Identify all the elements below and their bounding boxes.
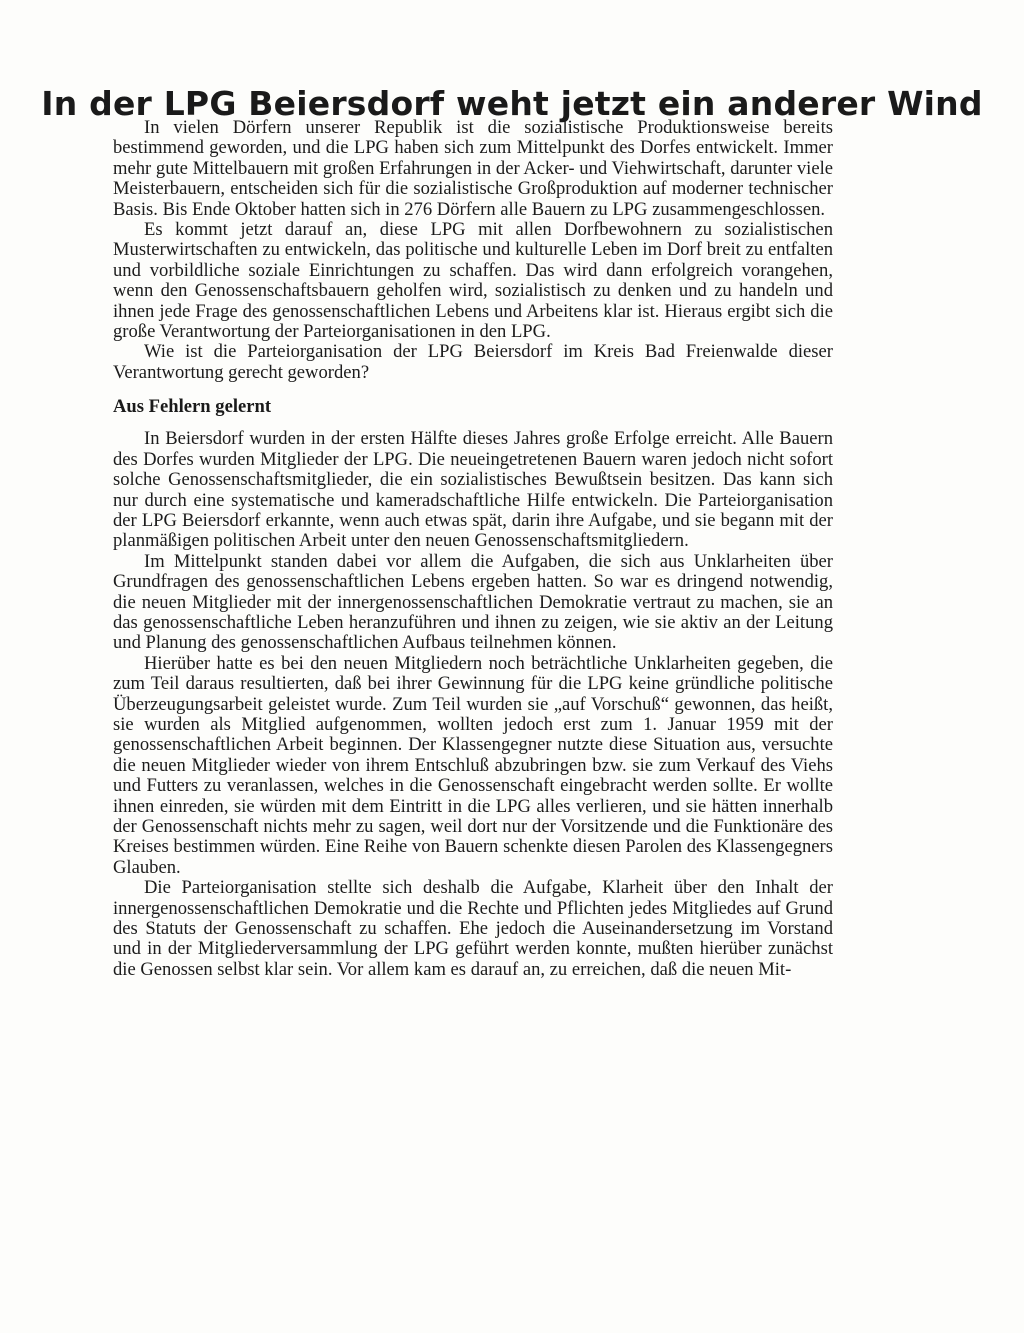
paragraph: Wie ist die Parteiorganisation der LPG Beiersdorf im Kreis Bad Freienwalde dieser Verantwortung gerecht geworden? bbox=[113, 341, 833, 383]
paragraph: In vielen Dörfern unserer Republik ist die sozialistische Produktionsweise bereits bestimmend geworden, und die LPG haben sich zum Mittelpunkt des Dorfes entwickelt. Immer mehr gute Mittelbauern mit großen Erfahrungen in der Acker- und Viehwirtschaft, darunter viele Meisterbauern, entscheiden sich für die sozialistische Großproduktion auf moderner technischer Basis. Bis Ende Oktober hatten sich in 276 Dörfern alle Bauern zu LPG zusammengeschlossen. bbox=[113, 117, 833, 220]
article-title: In der LPG Beiersdorf weht jetzt ein anderer Wind bbox=[41, 84, 983, 124]
paragraph: Hierüber hatte es bei den neuen Mitgliedern noch beträchtliche Unklarheiten gegeben, die zum Teil daraus resultierten, daß bei ihrer Gewinnung für die LPG keine gründliche politische Überzeugungsarbeit geleistet wurde. Zum Teil wurden sie „auf Vorschuß“ gewonnen, das heißt, sie wurden als Mitglied aufgenommen, wollten jedoch erst zum 1. Januar 1959 mit der genossenschaftlichen Arbeit beginnen. Der Klassengegner nutzte diese Situation aus, versuchte die neuen Mitglieder wieder von ihrem Entschluß abzubringen bzw. sie zum Verkauf des Viehs und Futters zu veranlassen, welches in die Genossenschaft eingebracht werden sollte. Er wollte ihnen einreden, sie würden mit dem Eintritt in die LPG alles verlieren, und sie hätten innerhalb der Genossenschaft nichts mehr zu sagen, weil dort nur der Vorsitzende und die Funktionäre des Kreises bestimmen würden. Eine Reihe von Bauern schenkte diesen Parolen des Klassengegners Glauben. bbox=[113, 652, 833, 878]
section-heading: Aus Fehlern gelernt bbox=[113, 396, 272, 418]
paragraph: Es kommt jetzt darauf an, diese LPG mit allen Dorfbewohnern zu sozialistischen Musterwirtschaften zu entwickeln, das politische und kulturelle Leben im Dorf breit zu entfalten und vorbildliche soziale Einrichtungen zu schaffen. Das wird dann erfolgreich vorangehen, wenn den Genossenschaftsbauern geholfen wird, sozialistisch zu denken und zu handeln und ihnen jede Frage des genossenschaftlichen Lebens und Arbeitens klar ist. Hieraus ergibt sich die große Verantwortung der Parteiorganisationen in den LPG. bbox=[113, 219, 833, 343]
paragraph: Die Parteiorganisation stellte sich deshalb die Aufgabe, Klarheit über den Inhalt der innergenossenschaftlichen Demokratie und die Rechte und Pflichten jedes Mitgliedes auf Grund des Statuts der Genossenschaft zu schaffen. Ehe jedoch die Auseinandersetzung im Vorstand und in der Mitgliederversammlung der LPG geführt werden konnte, mußten hierüber zunächst die Genossen selbst klar sein. Vor allem kam es darauf an, zu erreichen, daß die neuen Mit- bbox=[113, 877, 833, 980]
paragraph: Im Mittelpunkt standen dabei vor allem die Aufgaben, die sich aus Unklarheiten über Grundfragen des genossenschaftlichen Lebens ergeben hatten. So war es dringend notwendig, die neuen Mitglieder mit der innergenossenschaftlichen Demokratie vertraut zu machen, sie an das genossenschaftliche Leben heranzuführen und ihnen zu zeigen, wie sie aktiv an der Leitung und Planung des genossenschaftlichen Aufbaus teilnehmen können. bbox=[113, 550, 833, 654]
article-body bbox=[113, 118, 833, 980]
paragraph: In Beiersdorf wurden in der ersten Hälfte dieses Jahres große Erfolge erreicht. Alle Bauern des Dorfes wurden Mitglieder der LPG. Die neueingetretenen Bauern waren jedoch nicht sofort solche Genossenschaftsmitglieder, die ein sozialistisches Bewußtsein besitzen. Das kann sich nur durch eine systematische und kameradschaftliche Hilfe entwickeln. Die Parteiorganisation der LPG Beiersdorf erkannte, wenn auch etwas spät, darin ihre Aufgabe, und sie begann mit der planmäßigen politischen Arbeit unter den neuen Genossenschaftsmitgliedern. bbox=[113, 428, 833, 552]
